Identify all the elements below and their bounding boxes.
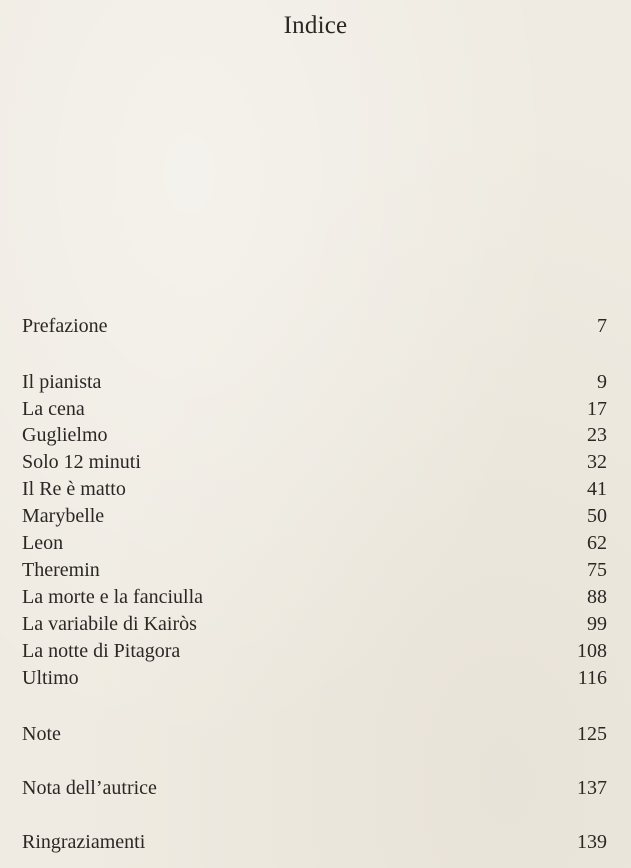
toc-entry-title: Il pianista — [22, 371, 102, 393]
toc-entry-title: La variabile di Kairòs — [22, 613, 197, 635]
toc-entry — [22, 611, 607, 637]
toc-entry-title: Solo 12 minuti — [22, 451, 141, 473]
toc-entry — [22, 721, 607, 747]
toc-entry-title: Ultimo — [22, 667, 79, 689]
toc-entry-page: 139 — [577, 831, 607, 853]
toc-entry-title: Theremin — [22, 559, 100, 581]
toc-entry — [22, 369, 607, 395]
toc-entry-title: Nota dell’autrice — [22, 777, 157, 799]
toc-entry — [22, 449, 607, 475]
page-title: Indice — [283, 12, 348, 39]
toc-entry-title: La notte di Pitagora — [22, 640, 181, 662]
toc-entry-page: 7 — [597, 315, 607, 337]
toc-entry-page: 75 — [587, 559, 607, 581]
toc-entry-page: 125 — [577, 723, 607, 745]
toc-entry-title: Guglielmo — [22, 424, 108, 446]
toc-entry — [22, 665, 607, 691]
toc-entry-page: 23 — [587, 424, 607, 446]
toc-entry — [22, 396, 607, 422]
toc-entry-page: 137 — [577, 777, 607, 799]
toc-entry — [22, 530, 607, 556]
toc-entry — [22, 503, 607, 529]
toc-entry-title: La cena — [22, 397, 85, 420]
toc-entry — [22, 638, 607, 664]
toc-entry-title: Prefazione — [22, 315, 108, 337]
toc-entry-page: 108 — [577, 640, 607, 662]
toc-entry-page: 17 — [587, 397, 607, 420]
toc-entry-title: Ringraziamenti — [22, 831, 146, 853]
toc-entry-title: Note — [22, 723, 61, 745]
toc-entry-page: 9 — [597, 371, 607, 393]
toc-entry-page: 32 — [587, 451, 607, 473]
toc-entry-page: 41 — [587, 478, 607, 500]
toc-entry — [22, 313, 607, 339]
toc-entry-title: Leon — [22, 532, 64, 554]
toc-entry-title: Marybelle — [22, 505, 105, 527]
toc-entry-page: 99 — [587, 613, 607, 635]
toc-entry — [22, 476, 607, 502]
toc-entry — [22, 422, 607, 448]
toc-entry — [22, 557, 607, 583]
toc-entry-page: 62 — [587, 532, 607, 554]
toc-entry — [22, 775, 607, 801]
toc-entry-page: 88 — [587, 586, 607, 608]
toc-entry-page: 116 — [577, 667, 607, 689]
toc-entry-title: Il Re è matto — [22, 478, 126, 500]
toc-entry-page: 50 — [587, 505, 607, 527]
toc-entry — [22, 584, 607, 610]
toc-entry-title: La morte e la fanciulla — [22, 586, 204, 608]
toc-entry — [22, 829, 607, 855]
